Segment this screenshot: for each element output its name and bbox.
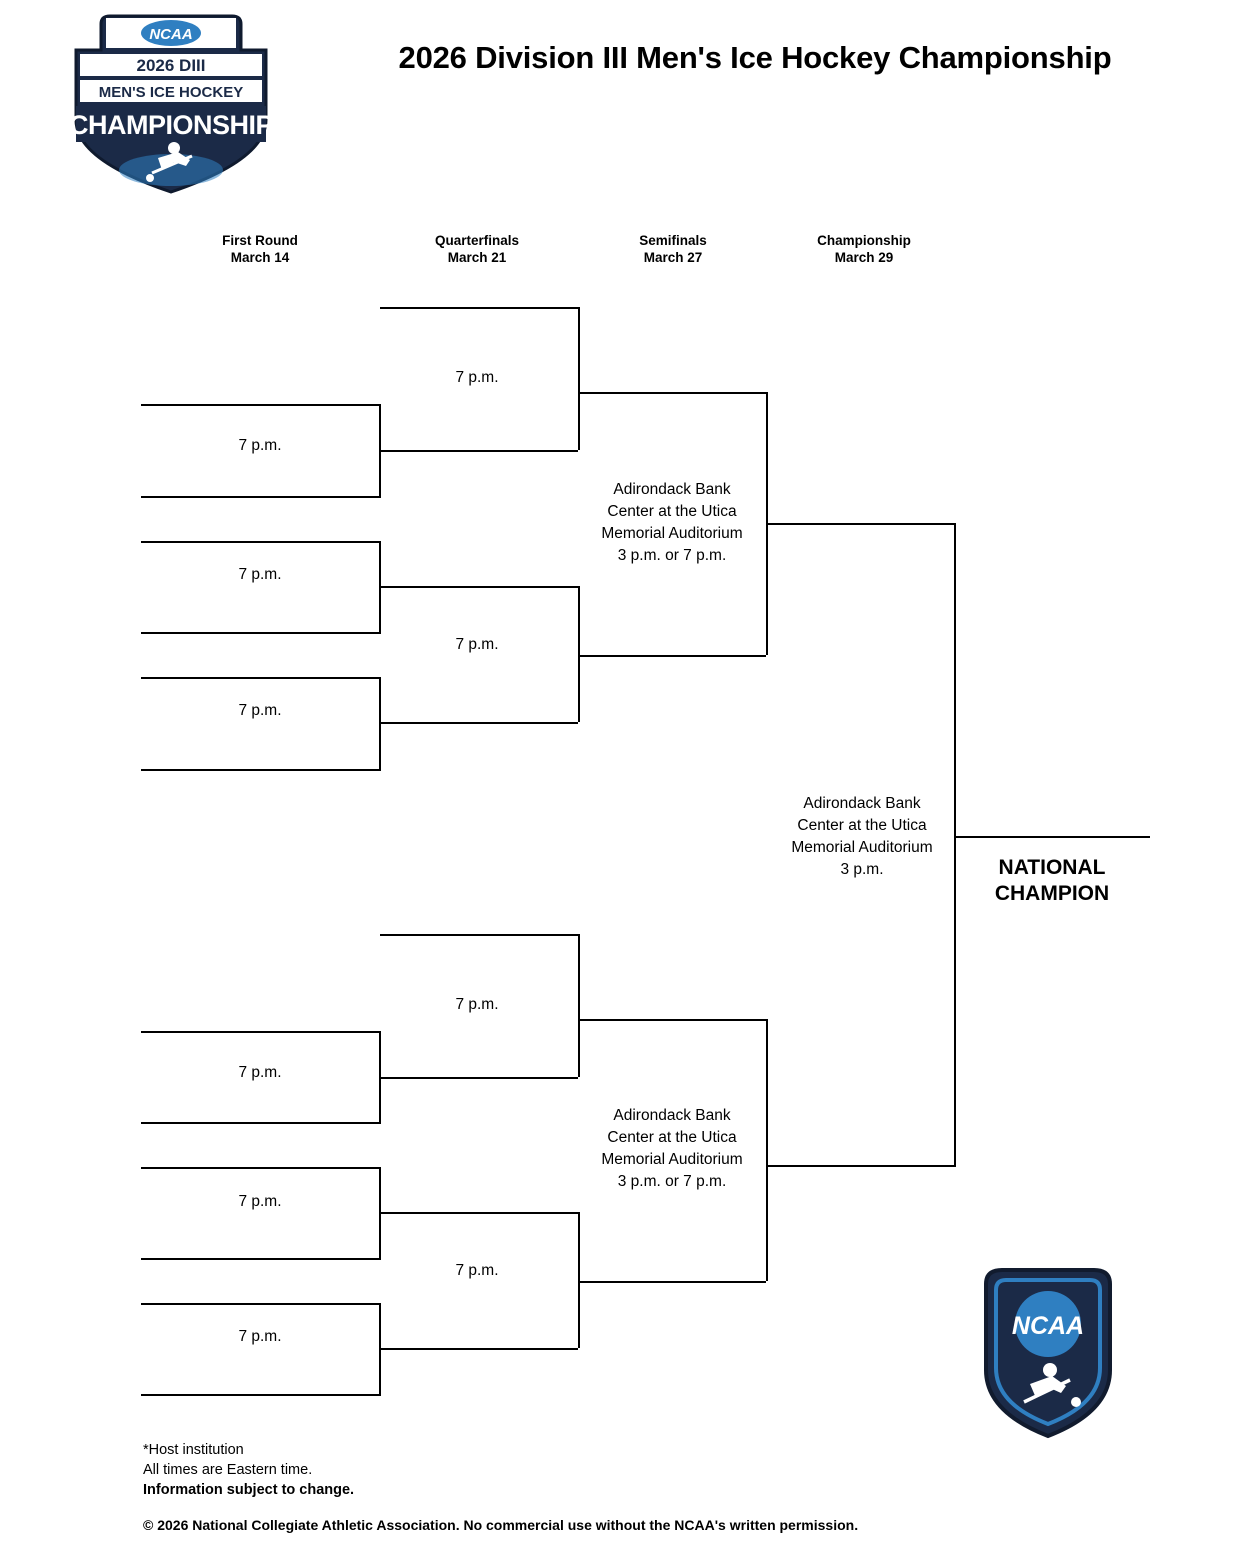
round-date: March 27 [643,250,703,265]
venue-line-2: Center at the Utica [607,503,737,520]
game-time-first-round-3: 7 p.m. [238,702,282,719]
game-time-quarterfinal-1: 7 p.m. [455,369,499,386]
svg-text:CHAMPIONSHIP: CHAMPIONSHIP [68,110,274,140]
page-title: 2026 Division III Men's Ice Hockey Championship [398,40,1112,75]
game-time-first-round-1: 7 p.m. [238,437,282,454]
venue-line-1: Adirondack Bank [803,795,921,812]
game-time-first-round-5: 7 p.m. [238,1193,282,1210]
bracket-line [141,1122,381,1124]
footnote-host: *Host institution [143,1442,244,1458]
bracket-line [380,934,578,936]
bracket-line [141,1394,381,1396]
ncaa-shield-logo [978,1262,1118,1442]
copyright-notice: © 2026 National Collegiate Athletic Association. No commercial use without the NCAA's written permission. [143,1517,859,1533]
championship-logo [66,10,276,195]
bracket-line [379,1031,381,1122]
national-champion-label [937,855,1167,907]
bracket-line [766,523,956,525]
venue-line-2: Center at the Utica [607,1129,737,1146]
round-header-semifinals [583,232,763,266]
venue-line-1: Adirondack Bank [613,1107,731,1124]
semifinal-2-venue [562,1105,782,1193]
game-time-first-round-2: 7 p.m. [238,566,282,583]
bracket-line [141,677,381,679]
round-header-first-round [170,232,350,266]
semifinal-1-venue [562,479,782,567]
semifinal-2-time: 3 p.m. or 7 p.m. [617,1173,727,1190]
round-name: Quarterfinals [434,233,520,248]
bracket-line [141,1303,381,1305]
bracket-line [380,450,578,452]
round-name: Championship [817,233,911,248]
round-date: March 21 [447,250,507,265]
game-time-quarterfinal-4: 7 p.m. [455,1262,499,1279]
footnote-times: All times are Eastern time. [143,1462,313,1478]
champion-line-1: NATIONAL [998,856,1106,879]
game-time-quarterfinal-2: 7 p.m. [455,636,499,653]
bracket-line [141,1258,381,1260]
bracket-line [379,404,381,496]
bracket-line [578,307,580,450]
round-name: Semifinals [639,233,707,248]
bracket-line [141,404,381,406]
venue-line-3: Memorial Auditorium [601,1151,743,1168]
shield-label: NCAA [1011,1312,1085,1340]
game-time-first-round-4: 7 p.m. [238,1064,282,1081]
bracket-line [766,1165,956,1167]
semifinal-1-time: 3 p.m. or 7 p.m. [617,547,727,564]
footnotes [143,1440,354,1500]
bracket-line [578,1019,766,1021]
bracket-line [379,586,578,588]
bracket-line [141,1167,381,1169]
bracket-line [379,1212,578,1214]
venue-line-2: Center at the Utica [797,817,927,834]
venue-line-1: Adirondack Bank [613,481,731,498]
bracket-line [578,1281,766,1283]
round-header-quarterfinals [387,232,567,266]
bracket-line [578,655,766,657]
bracket-line [379,1348,578,1350]
svg-text:2026 DIII: 2026 DIII [136,56,206,75]
bracket-line [141,769,381,771]
bracket-line [141,632,381,634]
svg-text:NCAA: NCAA [149,26,193,43]
game-time-quarterfinal-3: 7 p.m. [455,996,499,1013]
bracket-line [578,1212,580,1348]
bracket-line [141,496,381,498]
game-time-first-round-6: 7 p.m. [238,1328,282,1345]
round-name: First Round [222,233,298,248]
bracket-line [578,934,580,1077]
round-date: March 14 [230,250,290,265]
venue-line-3: Memorial Auditorium [601,525,743,542]
championship-time: 3 p.m. [840,861,884,878]
round-date: March 29 [834,250,894,265]
svg-text:MEN'S ICE HOCKEY: MEN'S ICE HOCKEY [98,84,244,101]
venue-line-3: Memorial Auditorium [791,839,933,856]
bracket-line [380,307,578,309]
bracket-line [380,1077,578,1079]
footnote-subject-to-change: Information subject to change. [143,1482,355,1498]
bracket-line-champion [954,836,1150,838]
round-header-championship [774,232,954,266]
bracket-line [379,722,578,724]
bracket-line [578,392,766,394]
champion-line-2: CHAMPION [994,882,1110,905]
bracket-line [141,541,381,543]
bracket-line [578,586,580,722]
bracket-line [141,1031,381,1033]
